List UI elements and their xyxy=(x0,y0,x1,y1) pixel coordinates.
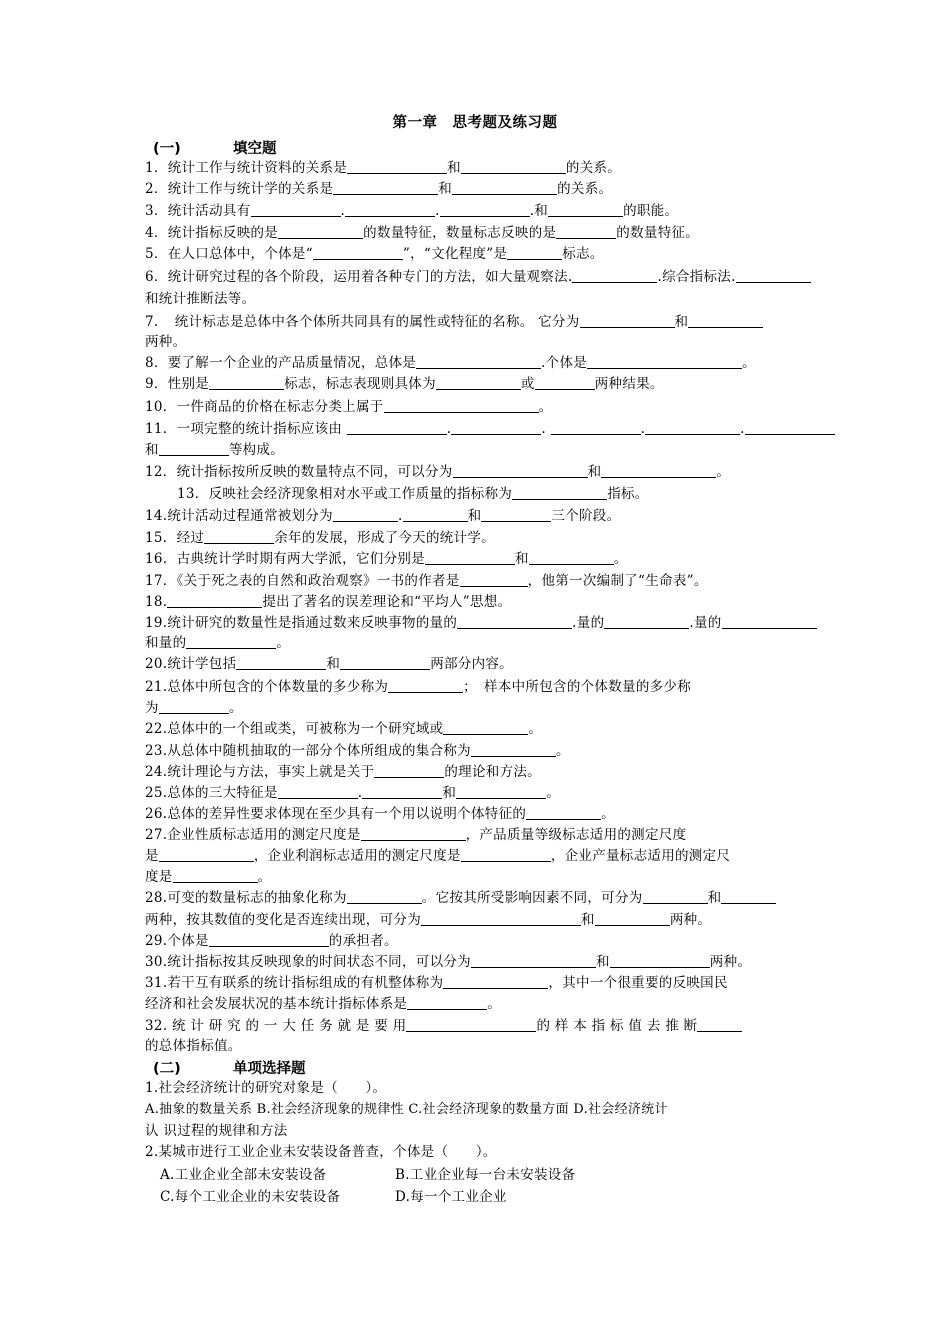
mc-question-1-options[interactable]: A.抽象的数量关系 B.社会经济现象的规律性 C.社会经济现象的数量方面 D.社会经济统计 xyxy=(145,1102,668,1117)
question-21: 21.总体中所包含的个体数量的多少称为 ； 样本中所包含的个体数量的多少称 xyxy=(145,679,692,695)
question-30: 30.统计指标按其反映现象的时间状态不同，可以分为 和 两种。 xyxy=(145,954,752,970)
question-13: 13．反映社会经济现象相对水平或工作质量的指标称为 指标。 xyxy=(177,486,649,502)
section-number: (二) xyxy=(153,1061,181,1077)
question-15: 15．经过 余年的发展，形成了今天的统计学。 xyxy=(145,530,495,546)
question-23: 23.从总体中随机抽取的一部分个体所组成的集合称为 。 xyxy=(145,743,570,759)
question-20: 20.统计学包括 和 两部分内容。 xyxy=(145,656,513,672)
answer-blank[interactable] xyxy=(345,202,435,217)
answer-blank[interactable] xyxy=(548,202,623,217)
answer-blank[interactable] xyxy=(347,889,422,904)
section-title: 填空题 xyxy=(233,141,277,157)
question-24: 24.统计理论与方法，事实上就是关于 的理论和方法。 xyxy=(145,764,541,780)
question-19-cont: 和量的 。 xyxy=(145,635,291,651)
question-5: 5．在人口总体中，个体是“ ”，“文化程度”是 标志。 xyxy=(145,246,604,262)
mc-question-1: 1.社会经济统计的研究对象是（ ）。 xyxy=(145,1080,387,1096)
answer-blank[interactable] xyxy=(471,742,556,757)
answer-blank[interactable] xyxy=(645,420,740,435)
option-b[interactable]: B.工业企业每一台未安装设备 xyxy=(395,1167,576,1183)
answer-blank[interactable] xyxy=(407,995,487,1010)
option-a[interactable]: A.工业企业全部未安装设备 xyxy=(160,1167,327,1183)
answer-blank[interactable] xyxy=(425,550,515,565)
answer-blank[interactable] xyxy=(526,805,601,820)
page-title: 第一章 思考题及练习题 xyxy=(392,115,558,131)
answer-blank[interactable] xyxy=(278,224,363,239)
mc-question-2-options-ab xyxy=(160,1166,575,1184)
answer-blank[interactable] xyxy=(443,974,548,989)
answer-blank[interactable] xyxy=(406,1017,536,1032)
answer-blank[interactable] xyxy=(159,847,254,862)
answer-blank[interactable] xyxy=(461,847,551,862)
answer-blank[interactable] xyxy=(416,354,541,369)
answer-blank[interactable] xyxy=(403,507,468,522)
question-14: 14.统计活动过程通常被划分为 . 和 三个阶段。 xyxy=(145,508,621,524)
question-8: 8．要了解一个企业的产品质量情况，总体是 .个体是 。 xyxy=(145,355,756,371)
question-11: 11．一项完整的统计指标应该由 . . . . xyxy=(145,420,835,438)
answer-blank[interactable] xyxy=(374,763,444,778)
answer-blank[interactable] xyxy=(167,593,262,608)
answer-blank[interactable] xyxy=(347,159,447,174)
question-7: 7． 统计标志是总体中各个体所共同具有的属性或特征的名称。 它分为 和 xyxy=(145,313,763,331)
question-2: 2．统计工作与统计学的关系是 和 的关系。 xyxy=(145,181,613,197)
answer-blank[interactable] xyxy=(347,420,447,435)
question-9: 9．性别是 标志，标志表现则具体为 或 两种结果。 xyxy=(145,376,664,392)
answer-blank[interactable] xyxy=(604,614,689,629)
answer-blank[interactable] xyxy=(333,180,438,195)
answer-blank[interactable] xyxy=(361,826,466,841)
question-27-cont2: 度是 。 xyxy=(145,869,272,885)
question-31: 31.若干互有联系的统计指标组成的有机整体称为 ，其中一个很重要的反映国民 xyxy=(145,975,728,991)
answer-blank[interactable] xyxy=(278,784,358,799)
question-27: 27.企业性质标志适用的测定尺度是 ，产品质量等级标志适用的测定尺度 xyxy=(145,827,687,843)
answer-blank[interactable] xyxy=(512,485,607,500)
question-16: 16．古典统计学时期有两大学派，它们分别是 和 。 xyxy=(145,551,628,567)
answer-blank[interactable] xyxy=(643,889,708,904)
answer-blank[interactable] xyxy=(384,398,539,413)
answer-blank[interactable] xyxy=(453,463,588,478)
option-c[interactable]: C.每个工业企业的未安装设备 xyxy=(160,1189,341,1205)
answer-blank[interactable] xyxy=(186,634,276,649)
answer-blank[interactable] xyxy=(440,202,530,217)
answer-blank[interactable] xyxy=(313,245,403,260)
answer-blank[interactable] xyxy=(451,420,541,435)
section-heading-fill-in xyxy=(153,137,277,158)
answer-blank[interactable] xyxy=(159,699,229,714)
answer-blank[interactable] xyxy=(159,441,229,456)
answer-blank[interactable] xyxy=(173,868,258,883)
question-17: 17．《关于死之表的自然和政治观察》一书的作者是 ，他第一次编制了“生命表”。 xyxy=(145,573,708,589)
answer-blank[interactable] xyxy=(388,678,463,693)
question-29: 29.个体是 的承担者。 xyxy=(145,933,398,949)
answer-blank[interactable] xyxy=(697,1017,742,1032)
question-22: 22.总体中的一个组或类，可被称为一个研究域或 。 xyxy=(145,721,543,737)
answer-blank[interactable] xyxy=(587,354,742,369)
answer-blank[interactable] xyxy=(745,420,835,435)
question-32: 32. 统 计 研 究 的 一 大 任 务 就 是 要 用 的 样 本 指 标 值 去 推 断 xyxy=(145,1017,742,1035)
answer-blank[interactable] xyxy=(209,932,329,947)
answer-blank[interactable] xyxy=(610,953,710,968)
answer-blank[interactable] xyxy=(580,313,675,328)
question-26: 26.总体的差异性要求体现在至少具有一个用以说明个体特征的 。 xyxy=(145,806,615,822)
mc-question-2: 2.某城市进行工业企业未安装设备普查，个体是（ ）。 xyxy=(145,1144,497,1160)
question-11-cont: 和 等构成。 xyxy=(145,442,285,458)
answer-blank[interactable] xyxy=(601,463,716,478)
question-21-cont: 为 。 xyxy=(145,700,243,716)
section-heading-choice xyxy=(153,1057,306,1078)
question-27-cont: 是 ，企业利润标志适用的测定尺度是 ，企业产量标志适用的测定尺 xyxy=(145,848,731,864)
answer-blank[interactable] xyxy=(572,268,657,283)
section-title: 单项选择题 xyxy=(233,1061,306,1077)
question-18: 18. 提出了著名的误差理论和“平均人”思想。 xyxy=(145,594,512,610)
answer-blank[interactable] xyxy=(722,614,817,629)
answer-blank[interactable] xyxy=(529,550,614,565)
answer-blank[interactable] xyxy=(443,720,528,735)
option-d[interactable]: D.每一个工业企业 xyxy=(395,1189,507,1205)
mc-question-2-options-cd xyxy=(160,1188,507,1206)
answer-blank[interactable] xyxy=(688,313,763,328)
question-7-cont: 两种。 xyxy=(145,334,187,350)
answer-blank[interactable] xyxy=(456,784,546,799)
answer-blank[interactable] xyxy=(333,507,398,522)
question-32-cont: 的总体指标值。 xyxy=(145,1038,242,1054)
question-1: 1．统计工作与统计资料的关系是 和 的关系。 xyxy=(145,160,622,176)
answer-blank[interactable] xyxy=(507,245,562,260)
answer-blank[interactable] xyxy=(421,911,581,926)
question-6: 6．统计研究过程的各个阶段，运用着各种专门的方法，如大量观察法. .综合指标法. xyxy=(145,268,811,286)
question-25: 25.总体的三大特征是 . 和 。 xyxy=(145,785,560,801)
answer-blank[interactable] xyxy=(204,529,274,544)
answer-blank[interactable] xyxy=(721,889,776,904)
question-12: 12．统计指标按所反映的数量特点不同，可以分为 和 。 xyxy=(145,464,731,480)
answer-blank[interactable] xyxy=(340,655,430,670)
answer-blank[interactable] xyxy=(481,507,551,522)
answer-blank[interactable] xyxy=(362,784,442,799)
answer-blank[interactable] xyxy=(556,224,616,239)
question-4: 4．统计指标反映的是 的数量特征，数量标志反映的是 的数量特征。 xyxy=(145,225,700,241)
answer-blank[interactable] xyxy=(460,572,528,587)
question-28: 28.可变的数量标志的抽象化称为 。它按其所受影响因素不同，可分为 和 xyxy=(145,889,776,907)
answer-blank[interactable] xyxy=(535,375,595,390)
question-6-cont: 和统计推断法等。 xyxy=(145,291,256,307)
answer-blank[interactable] xyxy=(236,655,326,670)
question-3: 3．统计活动具有 . . .和 的职能。 xyxy=(145,203,679,219)
answer-blank[interactable] xyxy=(452,180,557,195)
answer-blank[interactable] xyxy=(551,420,641,435)
answer-blank[interactable] xyxy=(471,953,596,968)
section-number: (一) xyxy=(153,141,181,157)
answer-blank[interactable] xyxy=(457,614,572,629)
mc-question-1-options-cont[interactable]: 认 识过程的规律和方法 xyxy=(145,1123,288,1139)
answer-blank[interactable] xyxy=(736,268,811,283)
answer-blank[interactable] xyxy=(461,159,566,174)
answer-blank[interactable] xyxy=(436,375,521,390)
question-28-cont: 两种，按其数值的变化是否连续出现，可分为 和 两种。 xyxy=(145,912,712,928)
question-10: 10．一件商品的价格在标志分类上属于 。 xyxy=(145,399,553,415)
answer-blank[interactable] xyxy=(209,375,284,390)
question-19: 19.统计研究的数量性是指通过数来反映事物的量的 .量的 .量的 xyxy=(145,614,817,632)
answer-blank[interactable] xyxy=(251,202,341,217)
question-31-cont: 经济和社会发展状况的基本统计指标体系是 。 xyxy=(145,996,502,1012)
answer-blank[interactable] xyxy=(595,911,670,926)
